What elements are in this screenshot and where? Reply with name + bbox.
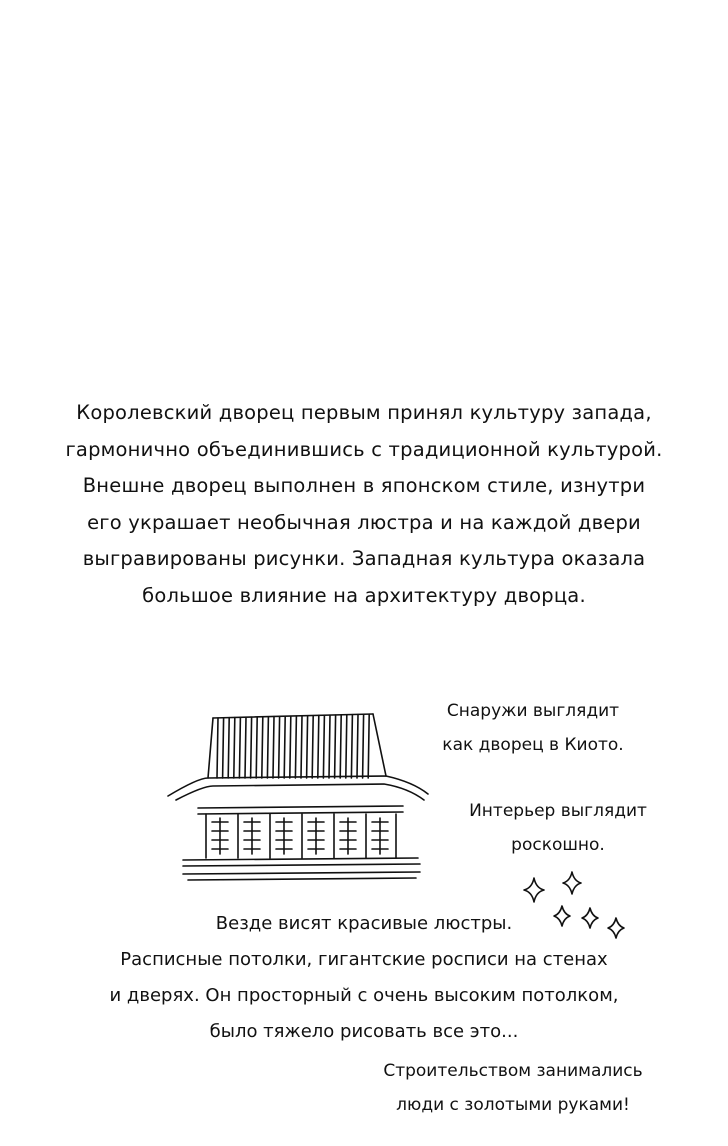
note-line: Строительством занимались <box>383 1061 643 1081</box>
note-outside <box>408 694 658 762</box>
palace-sketch-icon <box>158 708 438 888</box>
note-builders <box>318 1054 708 1122</box>
note-line: и дверях. Он просторный с очень высоким потолком, <box>109 985 619 1006</box>
note-bottom <box>0 906 728 1050</box>
note-line: Везде висят красивые люстры. <box>215 913 513 934</box>
note-line: люди с золотыми руками! <box>396 1095 630 1115</box>
note-line: Интерьер выглядит <box>469 801 647 821</box>
note-line: как дворец в Киото. <box>442 735 624 755</box>
intro-line: Внешне дворец выполнен в японском стиле, изнутри <box>82 474 646 497</box>
intro-line: большое влияние на архитектуру дворца. <box>142 583 586 607</box>
intro-line: выгравированы рисунки. Западная культура оказала <box>82 547 646 570</box>
note-line: роскошно. <box>511 835 605 855</box>
intro-text <box>0 395 728 614</box>
note-interior <box>448 794 668 862</box>
intro-line: гармонично объединившись с традиционной культурой. <box>65 437 663 461</box>
note-line: Снаружи выглядит <box>446 701 620 721</box>
note-line: было тяжело рисовать все это... <box>209 1021 519 1042</box>
intro-line: Королевский дворец первым принял культуру запада, <box>76 401 652 424</box>
intro-line: его украшает необычная люстра и на каждой двери <box>87 510 641 534</box>
note-line: Расписные потолки, гигантские росписи на стенах <box>120 949 608 970</box>
